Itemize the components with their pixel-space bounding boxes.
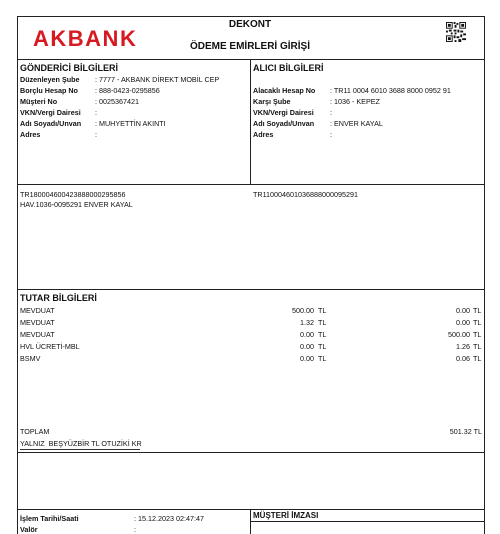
valor-label: Valör — [20, 525, 38, 534]
signature-label: MÜŞTERİ İMZASI — [253, 511, 319, 520]
amount-currency: TL — [473, 318, 482, 327]
amount-currency: TL — [473, 306, 482, 315]
amounts-heading: TUTAR BİLGİLERİ — [20, 293, 97, 303]
sender-label: Müşteri No — [20, 97, 58, 106]
sender-value: : — [95, 108, 97, 117]
amount-label: BSMV — [20, 354, 41, 363]
receiver-value: : 1036 - KEPEZ — [330, 97, 380, 106]
amount-debit: 1.32 — [300, 318, 314, 327]
receiver-value: : — [330, 130, 332, 139]
receiver-value: : — [330, 108, 332, 117]
divider — [250, 521, 485, 522]
receiver-value: : TR11 0004 6010 3688 8000 0952 91 — [330, 86, 451, 95]
amount-credit: 0.06 — [456, 354, 470, 363]
divider — [17, 452, 485, 453]
amount-currency: TL — [318, 318, 327, 327]
amount-credit: 500.00 — [448, 330, 470, 339]
amount-currency: TL — [318, 330, 327, 339]
amount-debit: 0.00 — [300, 342, 314, 351]
sender-iban: TR180004600423888000295856 — [20, 190, 126, 199]
amount-debit: 0.00 — [300, 354, 314, 363]
receiver-label: Karşı Şube — [253, 97, 291, 106]
receipt-title: DEKONT — [228, 19, 272, 30]
amount-label: MEVDUAT — [20, 330, 55, 339]
amount-label: HVL ÜCRETİ-MBL — [20, 342, 80, 351]
qr-code-icon — [446, 22, 466, 42]
amount-currency: TL — [473, 330, 482, 339]
divider — [17, 59, 485, 60]
divider — [250, 59, 251, 184]
total-value: 501.32 TL — [449, 427, 482, 436]
amount-label: MEVDUAT — [20, 318, 55, 327]
receiver-value: : ENVER KAYAL — [330, 119, 383, 128]
date-label: İşlem Tarihi/Saati — [20, 514, 79, 523]
receiver-label: Adı Soyadı/Unvan — [253, 119, 315, 128]
amount-currency: TL — [318, 342, 327, 351]
amount-currency: TL — [318, 306, 327, 315]
amount-currency: TL — [473, 342, 482, 351]
sender-value: : MUHYETTİN AKINTI — [95, 119, 166, 128]
receipt-subtitle: ÖDEME EMİRLERİ GİRİŞİ — [189, 41, 310, 52]
divider — [17, 289, 485, 290]
amount-currency: TL — [473, 354, 482, 363]
receiver-label: VKN/Vergi Dairesi — [253, 108, 314, 117]
amount-credit: 1.26 — [456, 342, 470, 351]
amount-currency: TL — [318, 354, 327, 363]
total-label: TOPLAM — [20, 427, 50, 436]
amount-debit: 0.00 — [300, 330, 314, 339]
sender-label: Adres — [20, 130, 41, 139]
receiver-label: Alacaklı Hesap No — [253, 86, 316, 95]
amount-credit: 0.00 — [456, 306, 470, 315]
sender-heading: GÖNDERİCİ BİLGİLERİ — [20, 63, 119, 73]
receiver-label: Adres — [253, 130, 274, 139]
transfer-description: HAV.1036-0095291 ENVER KAYAL — [20, 200, 133, 209]
akbank-logo: AKBANK — [33, 26, 138, 51]
sender-label: Düzenleyen Şube — [20, 75, 80, 84]
sender-value: : 0025367421 — [95, 97, 139, 106]
amount-debit: 500.00 — [292, 306, 314, 315]
sender-label: Borçlu Hesap No — [20, 86, 78, 95]
sender-label: Adı Soyadı/Unvan — [20, 119, 82, 128]
divider — [17, 509, 485, 510]
amount-label: MEVDUAT — [20, 306, 55, 315]
sender-value: : 888-0423-0295856 — [95, 86, 160, 95]
sender-label: VKN/Vergi Dairesi — [20, 108, 81, 117]
sender-value: : 7777 - AKBANK DİREKT MOBİL CEP — [95, 75, 220, 84]
sender-value: : — [95, 130, 97, 139]
valor-value: : — [134, 525, 136, 534]
amount-credit: 0.00 — [456, 318, 470, 327]
in-words-underline — [20, 449, 140, 450]
amount-in-words: YALNIZ BEŞYÜZBİR TL OTUZİKİ KR — [20, 439, 142, 448]
date-value: : 15.12.2023 02:47:47 — [134, 514, 204, 523]
receiver-iban: TR110004601036888000095291 — [253, 190, 358, 199]
divider — [17, 184, 485, 185]
receiver-heading: ALICI BİLGİLERİ — [253, 63, 324, 73]
